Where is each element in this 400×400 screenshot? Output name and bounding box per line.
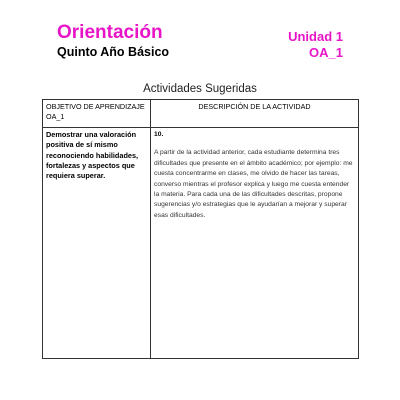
objective-column-header: OBJETIVO DE APRENDIZAJE OA_1 bbox=[43, 100, 151, 128]
oa-label: OA_1 bbox=[309, 45, 343, 60]
activity-table bbox=[42, 99, 359, 359]
page-title: Orientación bbox=[57, 22, 163, 43]
table-row bbox=[43, 128, 359, 359]
objective-cell: Demostrar una valoración positiva de sí mismo reconociendo habilidades, fortalezas y aspectos que requiera superar. bbox=[43, 128, 151, 359]
unit-label: Unidad 1 bbox=[288, 29, 343, 44]
activity-description: A partir de la actividad anterior, cada estudiante determina tres dificultades que presente en el ámbito académico; por ejemplo: me cuesta concentrarme en clases, me olvido de hacer las tareas, converso mientras el profesor explica y luego me cuesta entender la materia. Para cada una de las dificultades descritas, propone sugerencias y/o estrategias que le ayudarían a mejorar y superar esas dificultades. bbox=[154, 149, 353, 219]
activity-number: 10. bbox=[154, 131, 164, 138]
section-heading: Actividades Sugeridas bbox=[143, 83, 257, 95]
page-subtitle: Quinto Año Básico bbox=[57, 45, 170, 59]
description-column-header: DESCRIPCIÓN DE LA ACTIVIDAD bbox=[151, 100, 359, 128]
description-cell bbox=[151, 128, 359, 359]
table-header-row bbox=[43, 100, 359, 128]
